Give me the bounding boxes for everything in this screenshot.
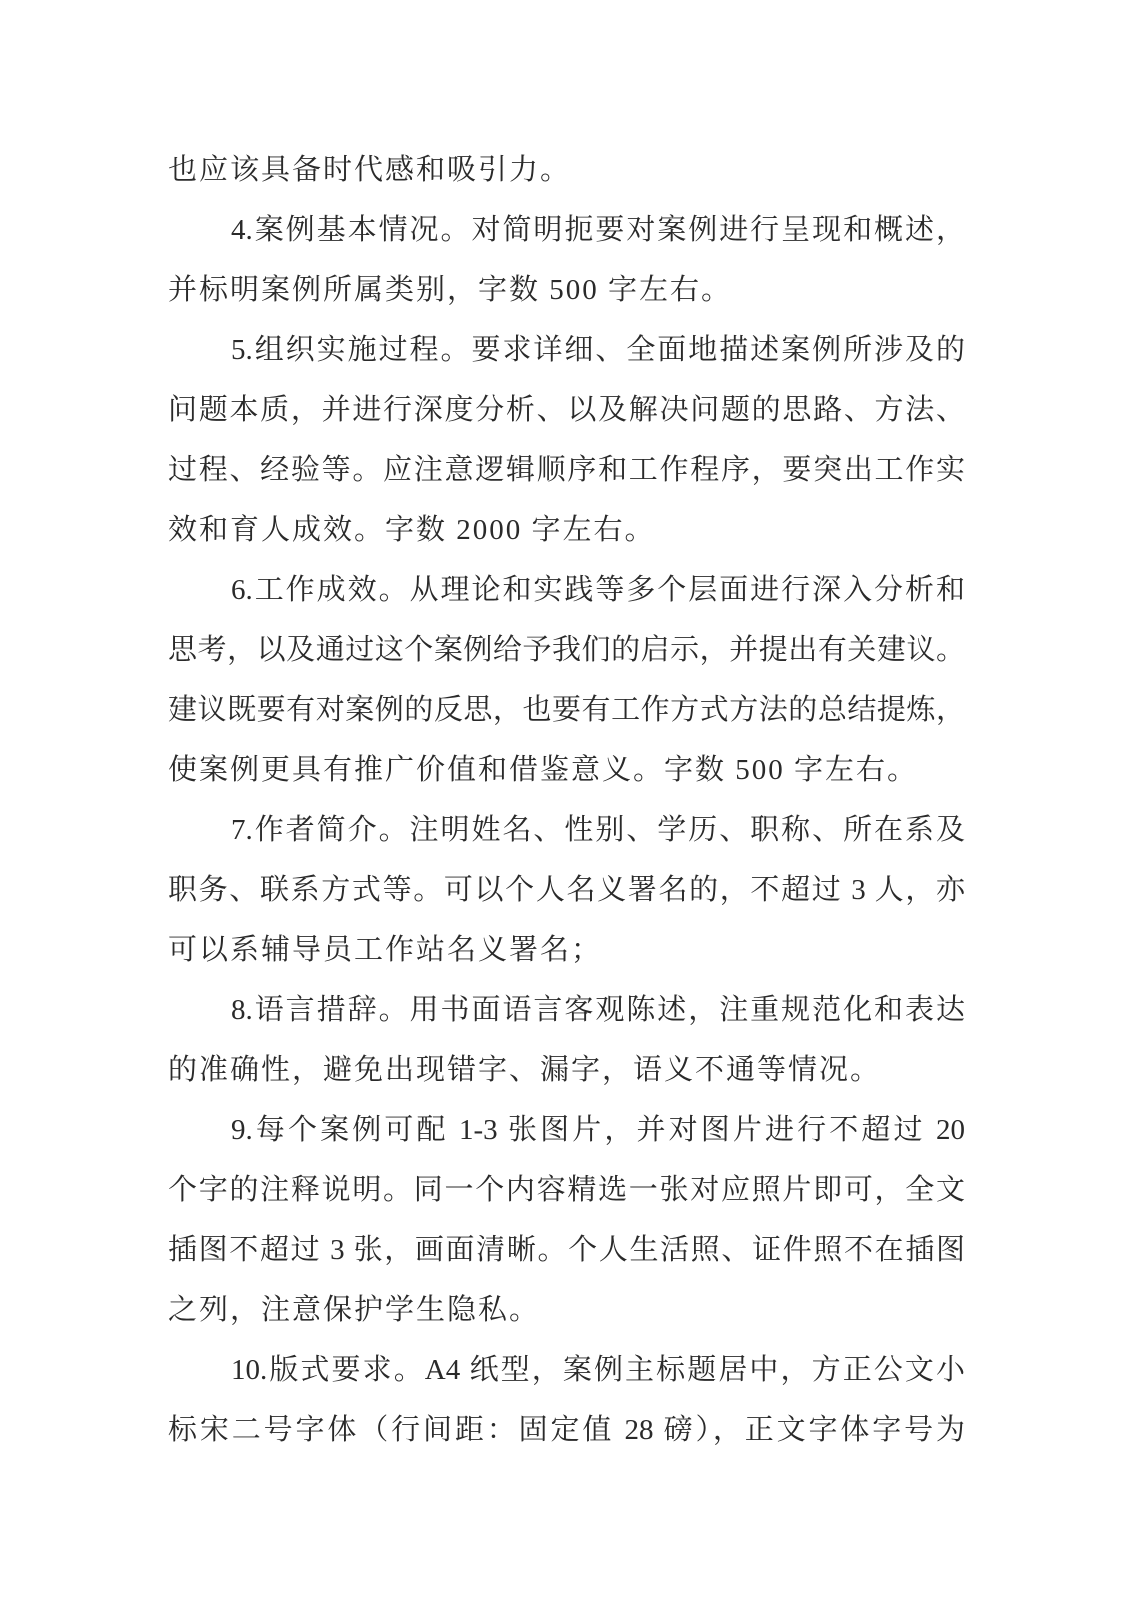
text-line: 插图不超过 3 张，画面清晰。个人生活照、证件照不在插图	[168, 1234, 965, 1266]
text-line: 效和育人成效。字数 2000 字左右。	[168, 514, 656, 546]
text-line: 建议既要有对案例的反思，也要有工作方式方法的总结提炼，	[168, 694, 965, 726]
text-line: 5.组织实施过程。要求详细、全面地描述案例所涉及的	[231, 334, 965, 366]
text-line: 问题本质，并进行深度分析、以及解决问题的思路、方法、	[168, 394, 965, 426]
document-text-block	[168, 140, 965, 1460]
text-line: 可以系辅导员工作站名义署名；	[168, 934, 603, 966]
text-line: 10.版式要求。A4 纸型，案例主标题居中，方正公文小	[231, 1354, 965, 1386]
text-line: 并标明案例所属类别，字数 500 字左右。	[168, 274, 733, 306]
text-line: 标宋二号字体（行间距：固定值 28 磅），正文字体字号为	[168, 1414, 965, 1446]
text-line: 思考，以及通过这个案例给予我们的启示，并提出有关建议。	[168, 634, 965, 666]
text-line: 也应该具备时代感和吸引力。	[168, 154, 572, 186]
text-line: 之列，注意保护学生隐私。	[168, 1294, 541, 1326]
text-line: 使案例更具有推广价值和借鉴意义。字数 500 字左右。	[168, 754, 919, 786]
text-line: 的准确性，避免出现错字、漏字，语义不通等情况。	[168, 1054, 882, 1086]
text-line: 8.语言措辞。用书面语言客观陈述，注重规范化和表达	[231, 994, 965, 1026]
text-line: 个字的注释说明。同一个内容精选一张对应照片即可，全文	[168, 1174, 965, 1206]
text-line: 7.作者简介。注明姓名、性别、学历、职称、所在系及	[231, 814, 965, 846]
text-line: 职务、联系方式等。可以个人名义署名的，不超过 3 人，亦	[168, 874, 965, 906]
text-line: 9.每个案例可配 1-3 张图片，并对图片进行不超过 20	[231, 1114, 965, 1146]
text-line: 6.工作成效。从理论和实践等多个层面进行深入分析和	[231, 574, 965, 606]
text-line: 4.案例基本情况。对简明扼要对案例进行呈现和概述，	[231, 214, 965, 246]
text-line: 过程、经验等。应注意逻辑顺序和工作程序，要突出工作实	[168, 454, 965, 486]
